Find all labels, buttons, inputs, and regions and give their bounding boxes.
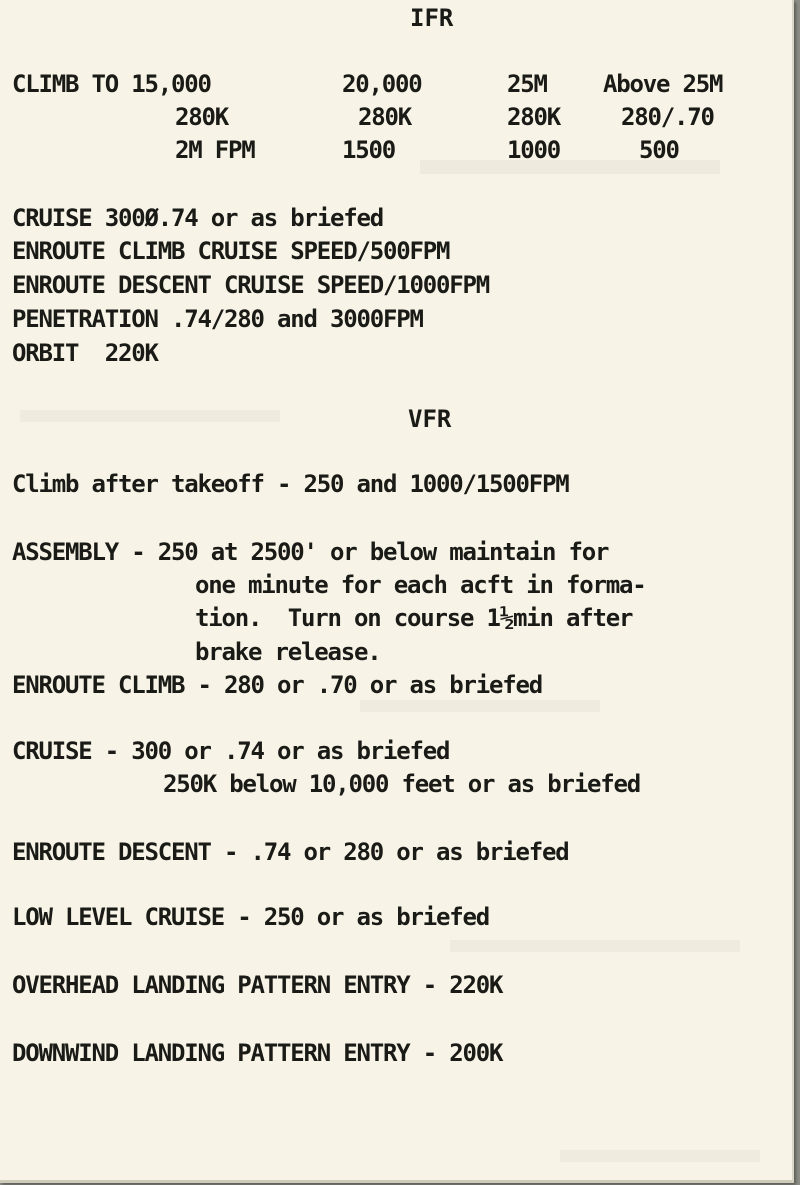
vfr-assembly-line-1: ASSEMBLY - 250 at 2500' or below maintain for [12, 538, 609, 566]
climb-col-20000: 20,000 [342, 70, 422, 98]
ifr-cruise-line: CRUISE 300Ø.74 or as briefed [12, 204, 383, 232]
vfr-overhead-entry: OVERHEAD LANDING PATTERN ENTRY - 220K [12, 971, 503, 999]
rate-col-20000: 1500 [342, 136, 395, 164]
bleed-through-smudge [360, 700, 600, 712]
bleed-through-smudge [450, 940, 740, 952]
vfr-heading: VFR [408, 405, 452, 433]
vfr-assembly-line-2: one minute for each acft in forma- [195, 571, 646, 599]
speed-col-20000: 280K [358, 103, 411, 131]
climb-label: CLIMB TO 15,000 [12, 70, 211, 98]
vfr-cruise-line-2: 250K below 10,000 feet or as briefed [163, 770, 640, 798]
ifr-heading: IFR [410, 4, 454, 32]
speed-col-25m: 280K [507, 103, 560, 131]
vfr-downwind-entry: DOWNWIND LANDING PATTERN ENTRY - 200K [12, 1039, 503, 1067]
rate-col-15000: 2M FPM [175, 136, 255, 164]
bleed-through-smudge [20, 410, 280, 422]
vfr-enroute-climb: ENROUTE CLIMB - 280 or .70 or as briefed [12, 671, 542, 699]
climb-col-25m: 25M [507, 70, 547, 98]
vfr-climb-after-takeoff: Climb after takeoff - 250 and 1000/1500FPM [12, 470, 569, 498]
vfr-assembly-line-4: brake release. [195, 638, 381, 666]
rate-col-above-25m: 500 [639, 136, 679, 164]
vfr-enroute-descent: ENROUTE DESCENT - .74 or 280 or as briefed [12, 838, 569, 866]
climb-col-above-25m: Above 25M [603, 70, 723, 98]
vfr-cruise-line-1: CRUISE - 300 or .74 or as briefed [12, 737, 450, 765]
speed-col-above-25m: 280/.70 [621, 103, 714, 131]
ifr-enroute-descent-line: ENROUTE DESCENT CRUISE SPEED/1000FPM [12, 271, 489, 299]
rate-col-25m: 1000 [507, 136, 560, 164]
ifr-orbit-line: ORBIT 220K [12, 339, 158, 367]
ifr-enroute-climb-line: ENROUTE CLIMB CRUISE SPEED/500FPM [12, 237, 450, 265]
speed-col-15000: 280K [175, 103, 228, 131]
bleed-through-smudge [560, 1150, 760, 1162]
vfr-assembly-line-3: tion. Turn on course 1½min after [195, 604, 633, 632]
vfr-low-level-cruise: LOW LEVEL CRUISE - 250 or as briefed [12, 903, 489, 931]
ifr-penetration-line: PENETRATION .74/280 and 3000FPM [12, 305, 423, 333]
